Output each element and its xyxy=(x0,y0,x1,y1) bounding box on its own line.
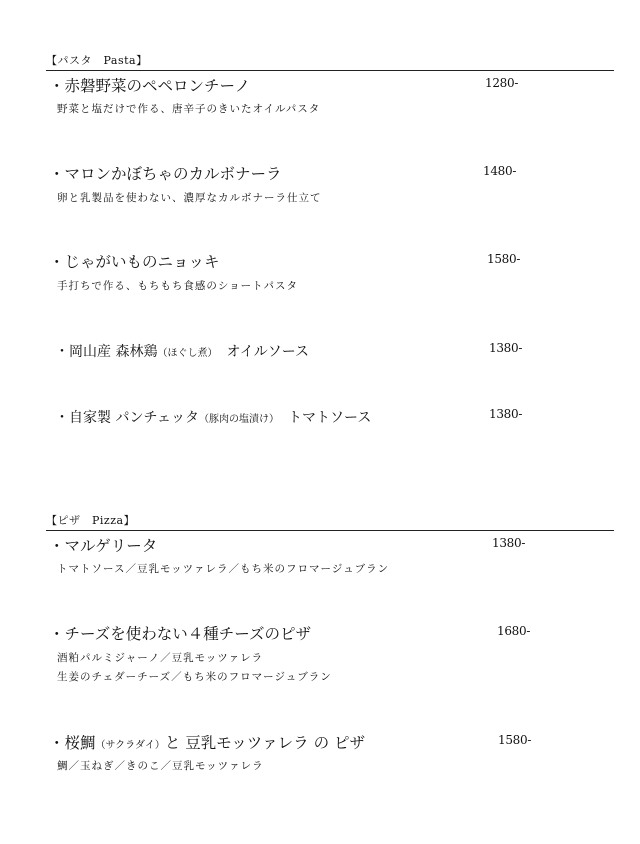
item-price: 1380- xyxy=(489,341,523,355)
item-price: 1380- xyxy=(489,407,523,421)
item-title-note: （ほぐし煮） xyxy=(157,348,213,359)
item-title-main: ・桜鯛 xyxy=(49,734,96,752)
item-price: 1680- xyxy=(497,624,531,638)
item-title xyxy=(55,341,309,361)
item-price: 1280- xyxy=(485,76,519,90)
item-description: 野菜と塩だけで作る、唐辛子のきいたオイルパスタ xyxy=(57,103,321,115)
item-price: 1380- xyxy=(492,536,526,550)
item-description: 卵と乳製品を使わない、濃厚なカルボナーラ仕立て xyxy=(57,192,322,204)
pasta-section-rule xyxy=(46,70,614,71)
item-title-note: （豚肉の塩漬け） xyxy=(199,414,275,425)
pasta-section-header: 【パスタ Pasta】 xyxy=(46,54,148,67)
item-description: トマトソース／豆乳モッツァレラ／もち米のフロマージュブラン xyxy=(57,563,390,575)
item-title: ・赤磐野菜のペペロンチーノ xyxy=(49,77,251,95)
item-price: 1580- xyxy=(487,252,521,266)
item-title-sauce: オイルソース xyxy=(212,344,310,360)
item-title xyxy=(55,407,371,427)
item-title-tail: と 豆乳モッツァレラ の ピザ xyxy=(164,734,365,752)
pizza-section-rule xyxy=(46,530,614,531)
item-title: ・マロンかぼちゃのカルボナーラ xyxy=(49,165,282,183)
item-title-main: ・自家製 パンチェッタ xyxy=(55,410,200,426)
pizza-section-header: 【ピザ Pizza】 xyxy=(46,514,136,527)
item-description: 鯛／玉ねぎ／きのこ／豆乳モッツァレラ xyxy=(57,760,264,772)
item-description: 手打ちで作る、もちもち食感のショートパスタ xyxy=(57,280,298,292)
item-title: ・じゃがいものニョッキ xyxy=(49,253,220,271)
item-price: 1480- xyxy=(483,164,517,178)
item-title-note: （サクラダイ） xyxy=(95,740,165,751)
item-title-main: ・岡山産 森林鶏 xyxy=(55,344,158,360)
item-title: ・マルゲリータ xyxy=(49,537,158,555)
item-description-line-1: 酒粕パルミジャーノ／豆乳モッツァレラ xyxy=(57,652,264,664)
item-title-sauce: トマトソース xyxy=(274,410,372,426)
item-price: 1580- xyxy=(498,733,532,747)
item-title: ・チーズを使わない４種チーズのピザ xyxy=(49,625,311,643)
item-description-line-2: 生姜のチェダーチーズ／もち米のフロマージュブラン xyxy=(57,671,332,683)
item-title xyxy=(49,731,365,753)
